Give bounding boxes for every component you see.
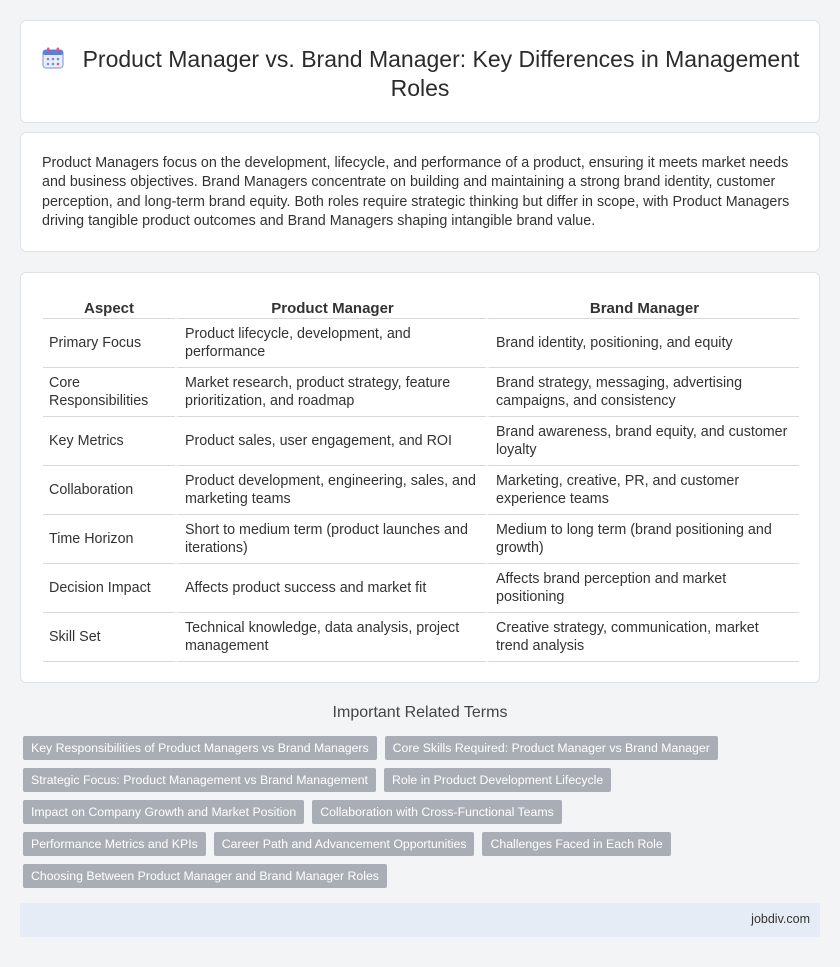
page-title: Product Manager vs. Brand Manager: Key Differences in Management Roles	[82, 46, 800, 101]
cell-product-manager: Product lifecycle, development, and performance	[175, 319, 486, 368]
related-term-tag[interactable]: Performance Metrics and KPIs	[23, 832, 206, 856]
related-term-tag[interactable]: Core Skills Required: Product Manager vs Brand Manager	[385, 736, 718, 760]
cell-brand-manager: Brand identity, positioning, and equity	[486, 319, 799, 368]
related-term-tag[interactable]: Collaboration with Cross-Functional Teams	[312, 800, 562, 824]
table-row	[43, 613, 799, 662]
cell-brand-manager: Brand strategy, messaging, advertising campaigns, and consistency	[486, 368, 799, 417]
table-row	[43, 466, 799, 515]
cell-product-manager: Technical knowledge, data analysis, project management	[175, 613, 486, 662]
table-row	[43, 368, 799, 417]
comparison-card	[20, 272, 820, 683]
cell-product-manager: Market research, product strategy, feature prioritization, and roadmap	[175, 368, 486, 417]
related-terms-heading: Important Related Terms	[332, 704, 508, 721]
cell-product-manager: Short to medium term (product launches and iterations)	[175, 515, 486, 564]
related-term-tag[interactable]: Strategic Focus: Product Management vs Brand Management	[23, 768, 376, 792]
cell-aspect: Time Horizon	[43, 515, 175, 564]
footer-site-link[interactable]: jobdiv.com	[751, 912, 810, 926]
cell-brand-manager: Affects brand perception and market positioning	[486, 564, 799, 613]
related-term-tag[interactable]: Choosing Between Product Manager and Brand Manager Roles	[23, 864, 387, 888]
related-term-tag[interactable]: Key Responsibilities of Product Managers vs Brand Managers	[23, 736, 377, 760]
table-row	[43, 417, 799, 466]
cell-aspect: Collaboration	[43, 466, 175, 515]
page-title-wrap	[21, 45, 819, 103]
title-card	[20, 20, 820, 123]
cell-aspect: Primary Focus	[43, 319, 175, 368]
table-header-row	[43, 295, 799, 319]
cell-aspect: Core Responsibilities	[43, 368, 175, 417]
cell-product-manager: Product development, engineering, sales, and marketing teams	[175, 466, 486, 515]
table-row	[43, 564, 799, 613]
cell-brand-manager: Brand awareness, brand equity, and customer loyalty	[486, 417, 799, 466]
header-aspect: Aspect	[43, 295, 175, 319]
footer-bar	[20, 903, 820, 937]
cell-aspect: Key Metrics	[43, 417, 175, 466]
comparison-table	[43, 295, 799, 662]
related-term-tag[interactable]: Career Path and Advancement Opportunities	[214, 832, 475, 856]
cell-brand-manager: Creative strategy, communication, market trend analysis	[486, 613, 799, 662]
related-term-tag[interactable]: Challenges Faced in Each Role	[482, 832, 670, 856]
related-term-tag[interactable]: Role in Product Development Lifecycle	[384, 768, 611, 792]
header-brand-manager: Brand Manager	[486, 295, 799, 319]
calendar-icon	[41, 46, 65, 70]
header-product-manager: Product Manager	[175, 295, 486, 319]
cell-product-manager: Affects product success and market fit	[175, 564, 486, 613]
cell-aspect: Decision Impact	[43, 564, 175, 613]
cell-product-manager: Product sales, user engagement, and ROI	[175, 417, 486, 466]
table-row	[43, 319, 799, 368]
cell-aspect: Skill Set	[43, 613, 175, 662]
cell-brand-manager: Marketing, creative, PR, and customer experience teams	[486, 466, 799, 515]
related-term-tag[interactable]: Impact on Company Growth and Market Position	[23, 800, 304, 824]
cell-brand-manager: Medium to long term (brand positioning and growth)	[486, 515, 799, 564]
intro-card	[20, 132, 820, 252]
table-row	[43, 515, 799, 564]
intro-paragraph: Product Managers focus on the development, lifecycle, and performance of a product, ensuring it meets market needs and business objectives. Brand Managers concentrate on building and maintaining a strong brand identity, customer perception, and long-term brand equity. Both roles require strategic thinking but differ in scope, with Product Managers driving tangible product outcomes and Brand Managers shaping intangible brand value.	[42, 155, 790, 230]
related-terms-list	[23, 736, 743, 888]
